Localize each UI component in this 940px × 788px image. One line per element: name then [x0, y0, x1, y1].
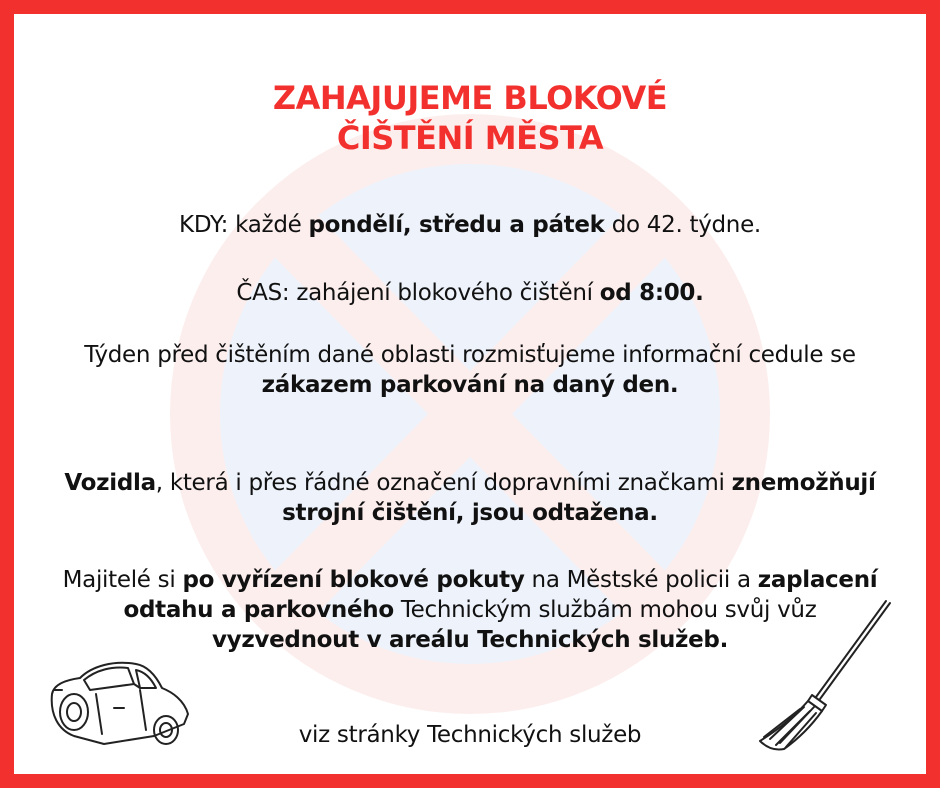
vehicles-towed: znemožňují strojní čištění, jsou odtažena. — [282, 470, 876, 526]
page-title — [14, 78, 926, 158]
notice-ban: zákazem parkování na daný den. — [261, 372, 679, 398]
owners-b1: po vyřízení blokové pokuty — [182, 567, 525, 593]
when-paragraph — [70, 210, 870, 240]
footer-note: viz stránky Technických služeb — [298, 722, 642, 748]
when-suffix: do 42. týdne. — [604, 212, 761, 238]
owners-t3: Technickým službám mohou svůj vůz — [393, 597, 817, 623]
when-days: pondělí, středu a pátek — [308, 212, 605, 238]
poster-card — [14, 14, 926, 774]
title-line-1: ZAHAJUJEME BLOKOVÉ — [272, 79, 668, 117]
vehicles-paragraph — [64, 468, 876, 528]
owners-b3: vyzvednout v areálu Technických služeb. — [211, 627, 729, 653]
vehicles-word: Vozidla — [64, 470, 156, 496]
broom-icon — [754, 599, 894, 759]
time-start: od 8:00. — [599, 280, 704, 306]
when-prefix: KDY: každé — [179, 212, 309, 238]
time-prefix: ČAS: zahájení blokového čištění — [236, 280, 600, 306]
title-line-2: ČIŠTĚNÍ MĚSTA — [336, 119, 604, 157]
notice-text: Týden před čištěním dané oblasti rozmisťujeme informační cedule se — [84, 342, 856, 368]
vehicles-text: , která i přes řádné označení dopravními značkami — [155, 470, 732, 496]
time-paragraph — [70, 278, 870, 308]
owners-b2: zaplacení odtahu a parkovného — [123, 567, 878, 623]
owners-t1: Majitelé si — [62, 567, 183, 593]
notice-paragraph — [84, 340, 856, 400]
owners-t2: na Městské policii a — [524, 567, 758, 593]
car-icon — [44, 654, 194, 754]
